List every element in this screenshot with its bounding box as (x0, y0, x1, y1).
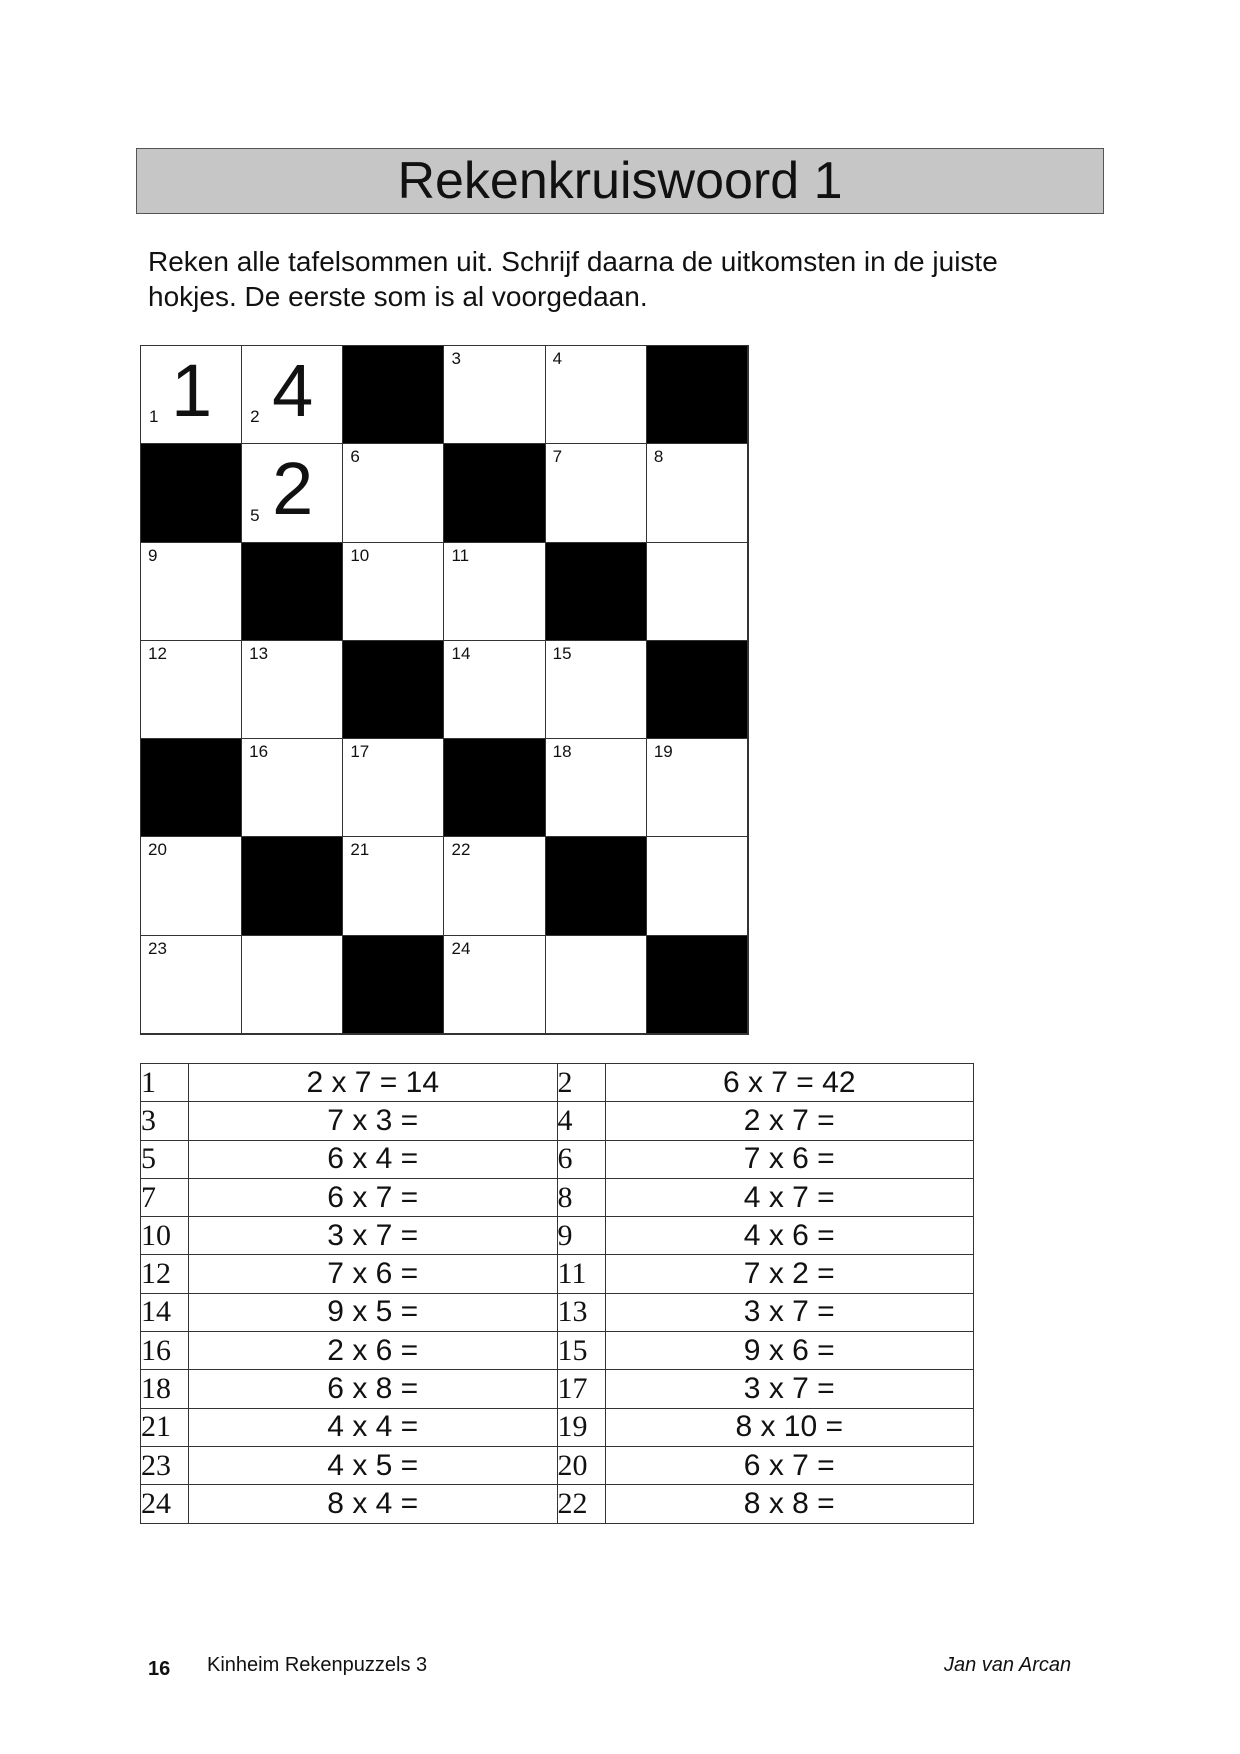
sum-expression: 8 x 8 = (605, 1485, 974, 1523)
sum-number: 3 (141, 1102, 189, 1140)
sum-number: 20 (557, 1446, 605, 1484)
grid-cell[interactable] (242, 739, 343, 837)
grid-cell[interactable] (546, 936, 647, 1034)
cell-number: 21 (350, 840, 370, 860)
sum-number: 4 (557, 1102, 605, 1140)
sum-number: 13 (557, 1293, 605, 1331)
table-row (141, 1370, 974, 1408)
sum-expression: 8 x 4 = (189, 1485, 558, 1523)
cell-answer-digit: 2 (272, 447, 314, 531)
sum-expression: 3 x 7 = (605, 1370, 974, 1408)
cell-number: 15 (552, 643, 572, 663)
cell-number: 20 (148, 840, 167, 860)
grid-cell-black (242, 543, 343, 641)
cell-number: 23 (148, 938, 167, 958)
sum-expression: 8 x 10 = (605, 1408, 974, 1446)
sum-number: 19 (557, 1408, 605, 1446)
cell-number: 10 (350, 545, 370, 565)
grid-cell[interactable] (444, 837, 545, 935)
grid-cell[interactable] (546, 444, 647, 542)
grid-cell[interactable] (444, 543, 545, 641)
grid-cell[interactable] (546, 641, 647, 739)
grid-cell-black (647, 346, 748, 444)
cell-number: 5 (250, 505, 260, 525)
cell-number: 17 (350, 742, 370, 762)
sum-expression: 4 x 7 = (605, 1178, 974, 1216)
sum-number: 1 (141, 1064, 189, 1102)
grid-cell[interactable] (444, 936, 545, 1034)
sums-table (140, 1063, 974, 1524)
table-row (141, 1446, 974, 1484)
sum-number: 21 (141, 1408, 189, 1446)
grid-cell[interactable] (343, 543, 444, 641)
sum-expression: 7 x 2 = (605, 1255, 974, 1293)
cell-answer-digit: 1 (171, 349, 213, 432)
grid-cell[interactable] (444, 641, 545, 739)
grid-cell[interactable] (141, 641, 242, 739)
sum-number: 7 (141, 1178, 189, 1216)
grid-cell-black (444, 739, 545, 837)
cell-number: 2 (250, 407, 260, 427)
grid-cell-black (343, 346, 444, 444)
grid-cell[interactable] (343, 837, 444, 935)
crossword-grid (140, 345, 749, 1035)
grid-cell-black (444, 444, 545, 542)
sum-number: 9 (557, 1217, 605, 1255)
grid-cell[interactable] (242, 936, 343, 1034)
cell-number: 18 (552, 742, 572, 762)
cell-number: 13 (249, 643, 269, 663)
sum-number: 14 (141, 1293, 189, 1331)
footer-book-title: Kinheim Rekenpuzzels 3 (207, 1654, 428, 1676)
cell-number: 6 (350, 447, 360, 467)
sum-expression: 6 x 4 = (189, 1140, 558, 1178)
sum-expression: 6 x 7 = 42 (605, 1064, 974, 1102)
sum-number: 22 (557, 1485, 605, 1523)
sum-expression: 2 x 7 = 14 (189, 1064, 558, 1102)
grid-cell[interactable] (141, 837, 242, 935)
sum-expression: 6 x 8 = (189, 1370, 558, 1408)
cell-number: 3 (451, 349, 461, 368)
cell-number: 14 (451, 643, 471, 663)
grid-cell[interactable] (242, 641, 343, 739)
sum-number: 24 (141, 1485, 189, 1523)
table-row (141, 1332, 974, 1370)
sum-number: 11 (557, 1255, 605, 1293)
sum-number: 18 (141, 1370, 189, 1408)
sum-expression: 7 x 3 = (189, 1102, 558, 1140)
sum-expression: 9 x 5 = (189, 1293, 558, 1331)
sum-expression: 7 x 6 = (605, 1140, 974, 1178)
sum-expression: 9 x 6 = (605, 1332, 974, 1370)
grid-cell-black (647, 936, 748, 1034)
cell-number: 4 (552, 349, 563, 368)
cell-number: 19 (653, 742, 673, 762)
cell-number: 11 (451, 545, 470, 565)
footer-author: Jan van Arcan (944, 1654, 1072, 1676)
title-bar (136, 148, 1104, 214)
table-row (141, 1140, 974, 1178)
grid-cell-black (343, 641, 444, 739)
grid-cell[interactable] (546, 346, 647, 444)
grid-cell-black (141, 739, 242, 837)
grid-cell-black (546, 837, 647, 935)
grid-cell[interactable] (647, 444, 748, 542)
grid-cell-black (343, 936, 444, 1034)
grid-cell-black (242, 837, 343, 935)
sum-expression: 4 x 4 = (189, 1408, 558, 1446)
sum-number: 15 (557, 1332, 605, 1370)
cell-number: 16 (249, 742, 269, 762)
grid-cell[interactable] (343, 739, 444, 837)
sum-number: 12 (141, 1255, 189, 1293)
sum-expression: 6 x 7 = (605, 1446, 974, 1484)
sum-expression: 2 x 6 = (189, 1332, 558, 1370)
page-title: Rekenkruiswoord 1 (397, 152, 843, 210)
grid-cell[interactable] (343, 444, 444, 542)
table-row (141, 1102, 974, 1140)
instructions-text: Reken alle tafelsommen uit. Schrijf daarna de uitkomsten in de juiste hokjes. De eerste som is al voorgedaan. (148, 246, 998, 312)
grid-cell[interactable] (444, 346, 545, 444)
sum-expression: 3 x 7 = (189, 1217, 558, 1255)
table-row (141, 1255, 974, 1293)
sum-number: 5 (141, 1140, 189, 1178)
sum-number: 16 (141, 1332, 189, 1370)
sum-expression: 4 x 6 = (605, 1217, 974, 1255)
sum-expression: 6 x 7 = (189, 1178, 558, 1216)
footer-page-number: 16 (148, 1658, 171, 1680)
sum-expression: 4 x 5 = (189, 1446, 558, 1484)
grid-cell-black (546, 543, 647, 641)
grid-cell[interactable] (647, 837, 748, 935)
table-row (141, 1485, 974, 1523)
sum-number: 6 (557, 1140, 605, 1178)
grid-cell[interactable] (647, 739, 748, 837)
sum-number: 23 (141, 1446, 189, 1484)
cell-number: 9 (148, 545, 158, 565)
cell-answer-digit: 4 (272, 349, 314, 432)
cell-number: 24 (451, 938, 471, 958)
grid-cell[interactable] (242, 444, 343, 542)
table-row (141, 1178, 974, 1216)
grid-cell[interactable] (647, 543, 748, 641)
grid-cell[interactable] (242, 346, 343, 444)
sum-number: 17 (557, 1370, 605, 1408)
cell-number: 12 (148, 643, 167, 663)
sum-number: 8 (557, 1178, 605, 1216)
grid-cell[interactable] (141, 936, 242, 1034)
table-row (141, 1408, 974, 1446)
grid-cell-black (141, 444, 242, 542)
cell-number: 7 (552, 447, 563, 467)
cell-number: 8 (653, 447, 664, 467)
cell-number: 22 (451, 840, 471, 860)
grid-cell[interactable] (546, 739, 647, 837)
sum-number: 2 (557, 1064, 605, 1102)
sum-expression: 7 x 6 = (189, 1255, 558, 1293)
sum-number: 10 (141, 1217, 189, 1255)
grid-cell[interactable] (141, 346, 242, 444)
table-row (141, 1217, 974, 1255)
sum-expression: 3 x 7 = (605, 1293, 974, 1331)
table-row (141, 1293, 974, 1331)
cell-number: 1 (149, 407, 159, 427)
sum-expression: 2 x 7 = (605, 1102, 974, 1140)
grid-cell-black (647, 641, 748, 739)
grid-cell[interactable] (141, 543, 242, 641)
table-row (141, 1064, 974, 1102)
